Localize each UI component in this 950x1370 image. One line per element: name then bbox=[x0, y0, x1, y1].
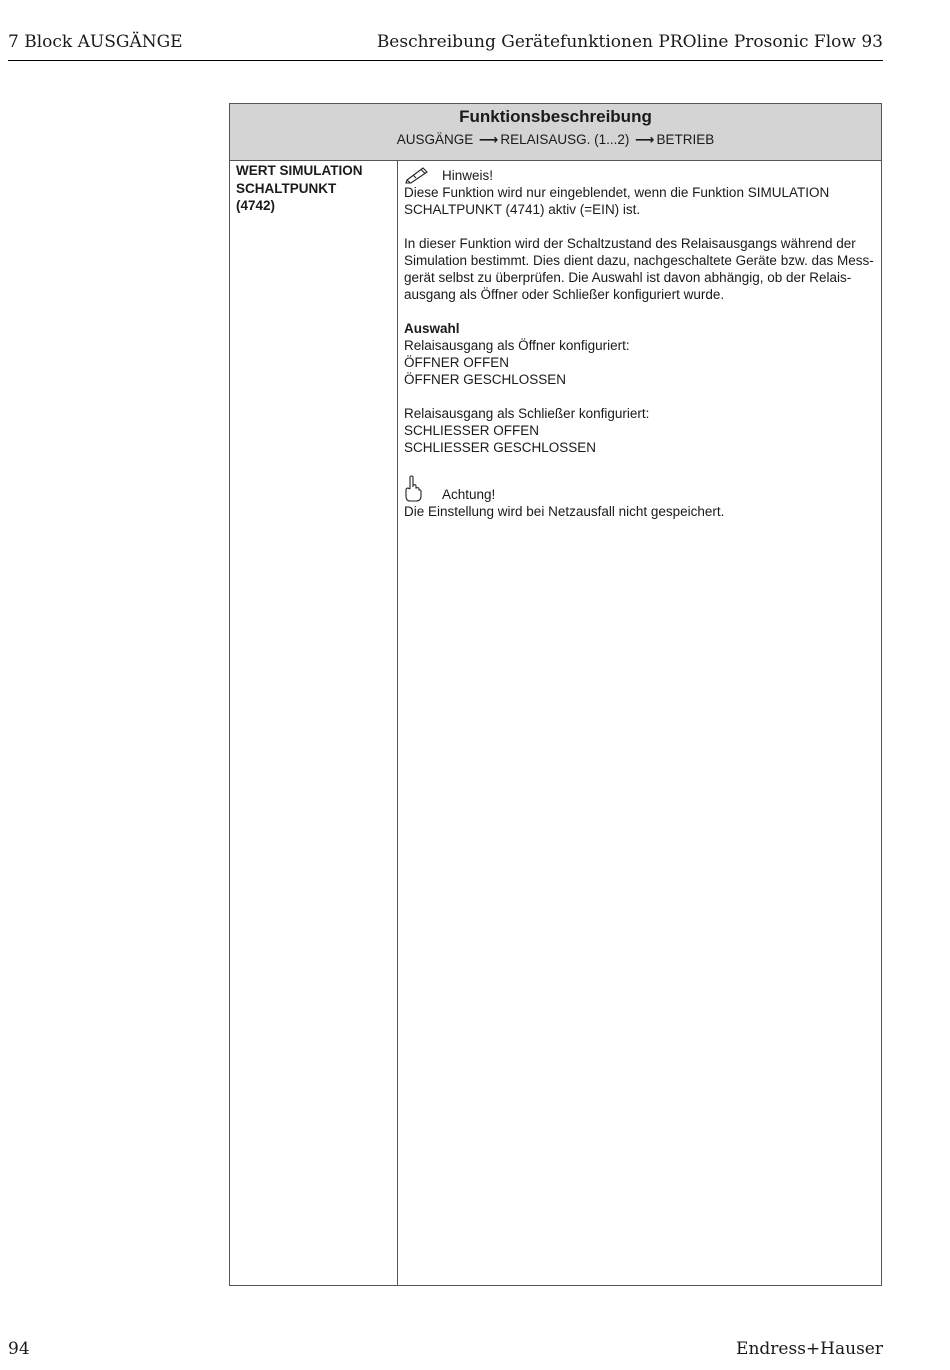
brand-logo: Endress+Hauser bbox=[736, 1339, 883, 1359]
page-number: 94 bbox=[8, 1339, 30, 1359]
menu-path bbox=[230, 132, 881, 148]
option-item: ÖFFNER OFFEN bbox=[404, 355, 509, 370]
function-name-line: WERT SIMULATION bbox=[236, 163, 363, 178]
note-header bbox=[404, 162, 879, 184]
table-title: Funktionsbeschreibung bbox=[459, 107, 652, 126]
chapter-title: 7 Block AUSGÄNGE bbox=[8, 32, 183, 52]
arrow-right-icon: ⟶ bbox=[479, 132, 499, 147]
arrow-right-icon: ⟶ bbox=[635, 132, 655, 147]
selection-heading: Auswahl bbox=[404, 321, 460, 336]
note-text-line: SCHALTPUNKT (4741) aktiv (=EIN) ist. bbox=[404, 202, 641, 217]
note-text-line: Diese Funktion wird nur eingeblendet, wenn die Funktion SIMULATION bbox=[404, 185, 830, 200]
path-part-operation: BETRIEB bbox=[656, 132, 715, 147]
note-label: Hinweis! bbox=[442, 168, 494, 183]
function-description-cell bbox=[404, 162, 879, 520]
path-part-outputs: AUSGÄNGE bbox=[396, 132, 474, 147]
page-header bbox=[8, 30, 883, 61]
warning-label: Achtung! bbox=[442, 487, 496, 502]
option-item: SCHLIESSER OFFEN bbox=[404, 423, 540, 438]
pencil-icon bbox=[404, 164, 438, 184]
table-header bbox=[230, 104, 881, 161]
closer-intro: Relaisausgang als Schließer konfiguriert: bbox=[404, 406, 650, 421]
function-table bbox=[229, 103, 882, 1286]
column-divider bbox=[397, 160, 398, 1285]
function-name-cell bbox=[236, 162, 391, 215]
opener-intro: Relaisausgang als Öffner konfiguriert: bbox=[404, 338, 630, 353]
description-line: Simulation bestimmt. Dies dient dazu, nachgeschaltete Geräte bzw. das Mess- bbox=[404, 253, 874, 268]
warning-text: Die Einstellung wird bei Netzausfall nicht gespeichert. bbox=[404, 504, 725, 519]
function-name-line: SCHALTPUNKT bbox=[236, 180, 337, 196]
option-item: SCHLIESSER GESCHLOSSEN bbox=[404, 440, 597, 455]
path-part-relay: RELAISAUSG. (1...2) bbox=[500, 132, 630, 147]
document-title: Beschreibung Gerätefunktionen PROline Prosonic Flow 93 bbox=[376, 32, 883, 52]
pointing-hand-icon bbox=[404, 475, 438, 503]
description-line: gerät selbst zu überprüfen. Die Auswahl ist davon abhängig, ob der Relais- bbox=[404, 270, 852, 285]
description-line: In dieser Funktion wird der Schaltzustand des Relaisausgangs während der bbox=[404, 236, 856, 251]
warning-header bbox=[404, 475, 879, 503]
option-item: ÖFFNER GESCHLOSSEN bbox=[404, 372, 567, 387]
description-line: ausgang als Öffner oder Schließer konfiguriert wurde. bbox=[404, 287, 725, 302]
function-code: (4742) bbox=[236, 198, 276, 213]
